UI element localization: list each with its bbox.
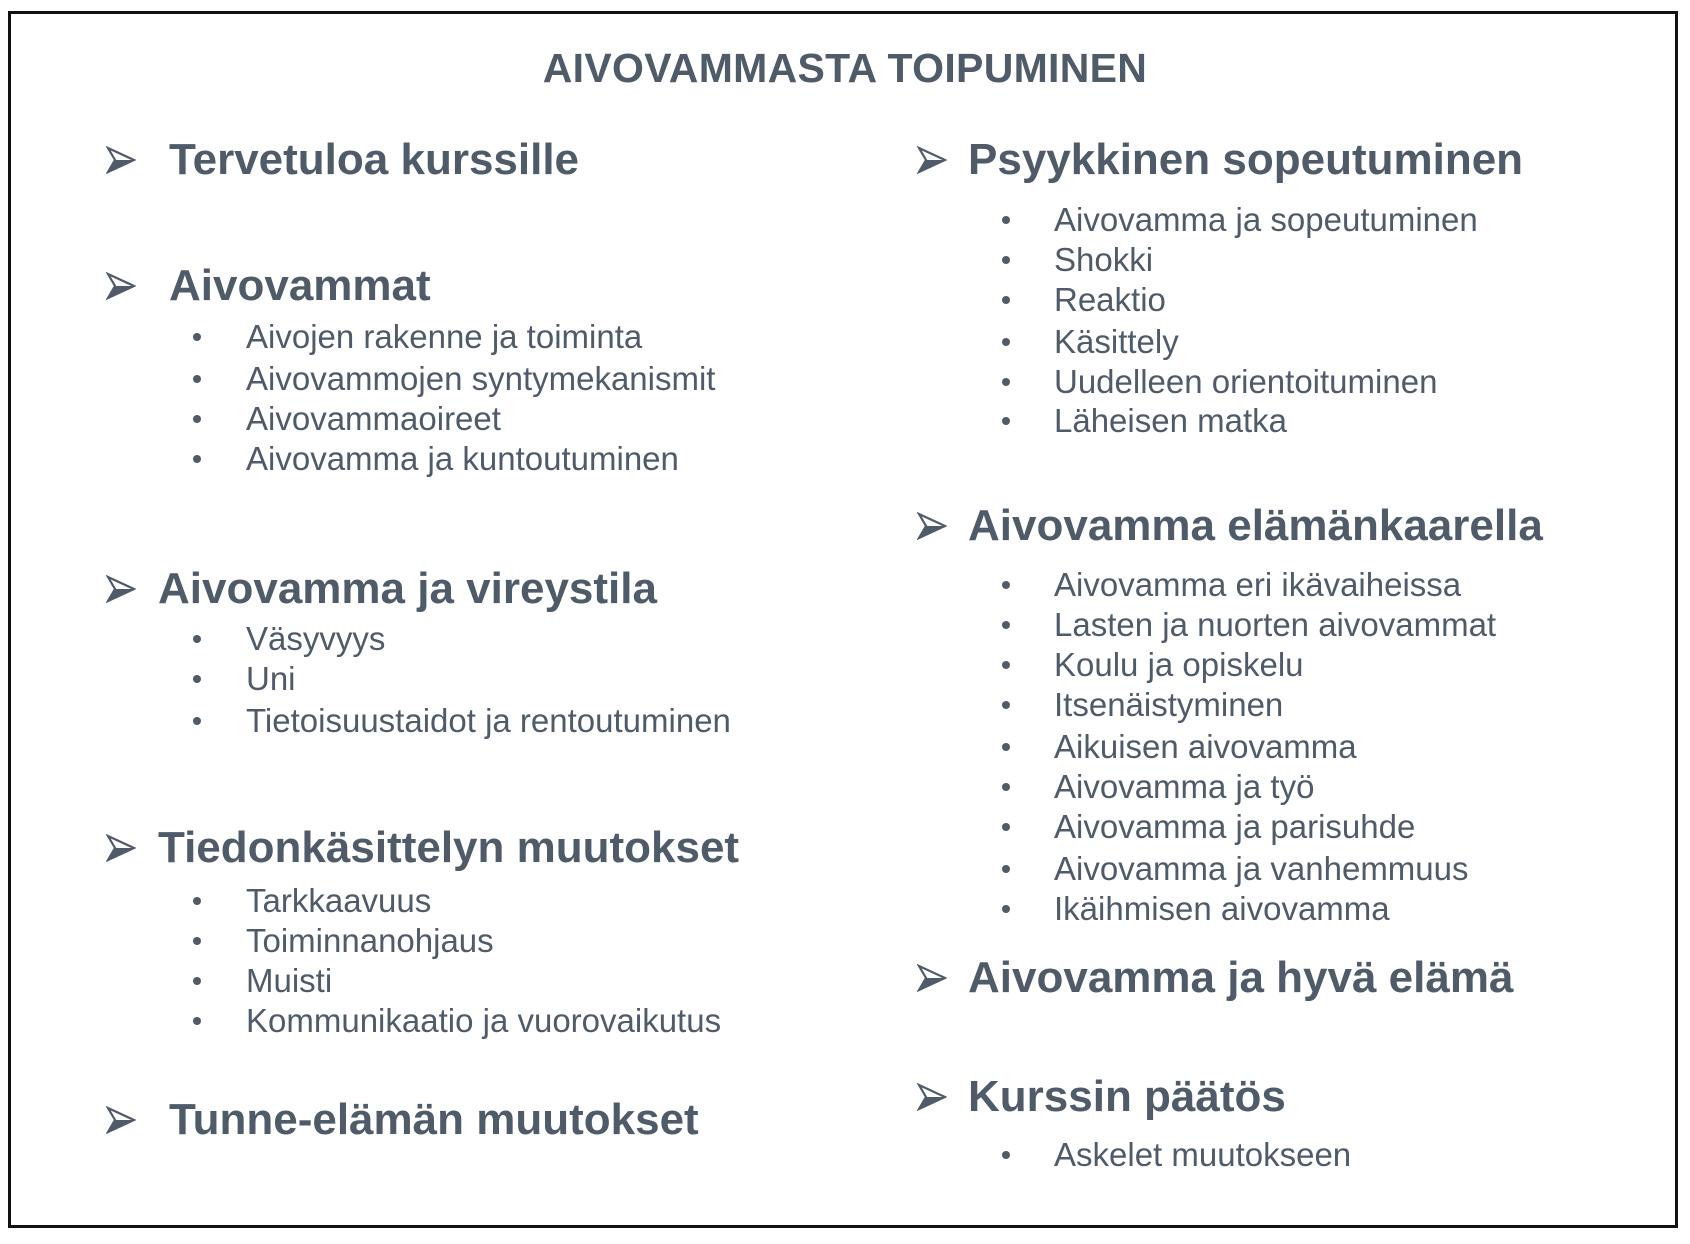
arrow-bullet-icon bbox=[917, 1082, 947, 1112]
bullet-dot-icon bbox=[1002, 701, 1010, 709]
section-heading: Aivovamma ja hyvä elämä bbox=[968, 953, 1514, 1002]
topic-item: Askelet muutokseen bbox=[1054, 1136, 1352, 1173]
topic-item: Aivovamma ja sopeutuminen bbox=[1054, 201, 1478, 238]
bullet-dot-icon bbox=[193, 415, 201, 423]
section-heading: Aivovamma elämänkaarella bbox=[968, 501, 1543, 550]
bullet-dot-icon bbox=[1002, 1151, 1010, 1159]
topic-item: Läheisen matka bbox=[1054, 402, 1287, 439]
topic-item: Uni bbox=[246, 660, 296, 697]
topic-item: Shokki bbox=[1054, 241, 1154, 278]
topic-item: Tietoisuustaidot ja rentoutuminen bbox=[246, 702, 731, 739]
arrow-bullet-icon bbox=[917, 511, 947, 541]
topic-item: Aivovamma ja vanhemmuus bbox=[1054, 850, 1469, 887]
bullet-dot-icon bbox=[193, 455, 201, 463]
bullet-dot-icon bbox=[1002, 743, 1010, 751]
bullet-dot-icon bbox=[193, 375, 201, 383]
topic-item: Aivojen rakenne ja toiminta bbox=[246, 318, 643, 355]
topic-item: Toiminnanohjaus bbox=[246, 922, 494, 959]
arrow-bullet-icon bbox=[106, 1105, 136, 1135]
bullet-dot-icon bbox=[1002, 296, 1010, 304]
bullet-dot-icon bbox=[1002, 378, 1010, 386]
bullet-dot-icon bbox=[1002, 621, 1010, 629]
arrow-bullet-icon bbox=[917, 963, 947, 993]
section-heading: Kurssin päätös bbox=[968, 1072, 1286, 1121]
section-heading: Aivovammat bbox=[169, 261, 431, 310]
bullet-dot-icon bbox=[1002, 865, 1010, 873]
topic-item: Tarkkaavuus bbox=[246, 882, 432, 919]
bullet-dot-icon bbox=[1002, 823, 1010, 831]
section-heading: Aivovamma ja vireystila bbox=[158, 564, 657, 613]
section-heading: Tervetuloa kurssille bbox=[169, 135, 580, 184]
bullet-dot-icon bbox=[193, 635, 201, 643]
topic-item: Kommunikaatio ja vuorovaikutus bbox=[246, 1002, 722, 1039]
topic-item: Muisti bbox=[246, 962, 333, 999]
bullet-dot-icon bbox=[1002, 417, 1010, 425]
bullet-dot-icon bbox=[1002, 905, 1010, 913]
bullet-dot-icon bbox=[193, 937, 201, 945]
bullet-dot-icon bbox=[193, 897, 201, 905]
bullet-dot-icon bbox=[1002, 581, 1010, 589]
arrow-bullet-icon bbox=[917, 145, 947, 175]
bullet-dot-icon bbox=[1002, 256, 1010, 264]
topic-item: Lasten ja nuorten aivovammat bbox=[1054, 606, 1497, 643]
arrow-bullet-icon bbox=[106, 271, 136, 301]
topic-item: Aivovammojen syntymekanismit bbox=[246, 360, 716, 397]
bullet-dot-icon bbox=[1002, 783, 1010, 791]
topic-item: Väsyvyys bbox=[246, 620, 386, 657]
topic-item: Itsenäistyminen bbox=[1054, 686, 1284, 723]
arrow-bullet-icon bbox=[106, 145, 136, 175]
topic-item: Aikuisen aivovamma bbox=[1054, 728, 1357, 765]
bullet-dot-icon bbox=[193, 675, 201, 683]
topic-item: Ikäihmisen aivovamma bbox=[1054, 890, 1390, 927]
bullet-dot-icon bbox=[1002, 338, 1010, 346]
bullet-dot-icon bbox=[193, 717, 201, 725]
topic-item: Aivovamma ja työ bbox=[1054, 768, 1315, 805]
bullet-dot-icon bbox=[193, 333, 201, 341]
topic-item: Aivovamma ja kuntoutuminen bbox=[246, 440, 679, 477]
section-heading: Tiedonkäsittelyn muutokset bbox=[158, 823, 740, 872]
topic-item: Koulu ja opiskelu bbox=[1054, 646, 1304, 683]
bullet-dot-icon bbox=[1002, 216, 1010, 224]
bullet-dot-icon bbox=[1002, 661, 1010, 669]
bullet-dot-icon bbox=[193, 1017, 201, 1025]
topic-item: Käsittely bbox=[1054, 323, 1179, 360]
topic-item: Uudelleen orientoituminen bbox=[1054, 363, 1438, 400]
arrow-bullet-icon bbox=[106, 833, 136, 863]
page-title: AIVOVAMMASTA TOIPUMINEN bbox=[542, 45, 1148, 91]
topic-item: Aivovamma eri ikävaiheissa bbox=[1054, 566, 1462, 603]
arrow-bullet-icon bbox=[106, 574, 136, 604]
topic-item: Aivovammaoireet bbox=[246, 400, 501, 437]
section-heading: Psyykkinen sopeutuminen bbox=[968, 135, 1524, 184]
section-heading: Tunne-elämän muutokset bbox=[169, 1095, 699, 1144]
bullet-dot-icon bbox=[193, 977, 201, 985]
topic-item: Aivovamma ja parisuhde bbox=[1054, 808, 1416, 845]
topic-item: Reaktio bbox=[1054, 281, 1166, 318]
